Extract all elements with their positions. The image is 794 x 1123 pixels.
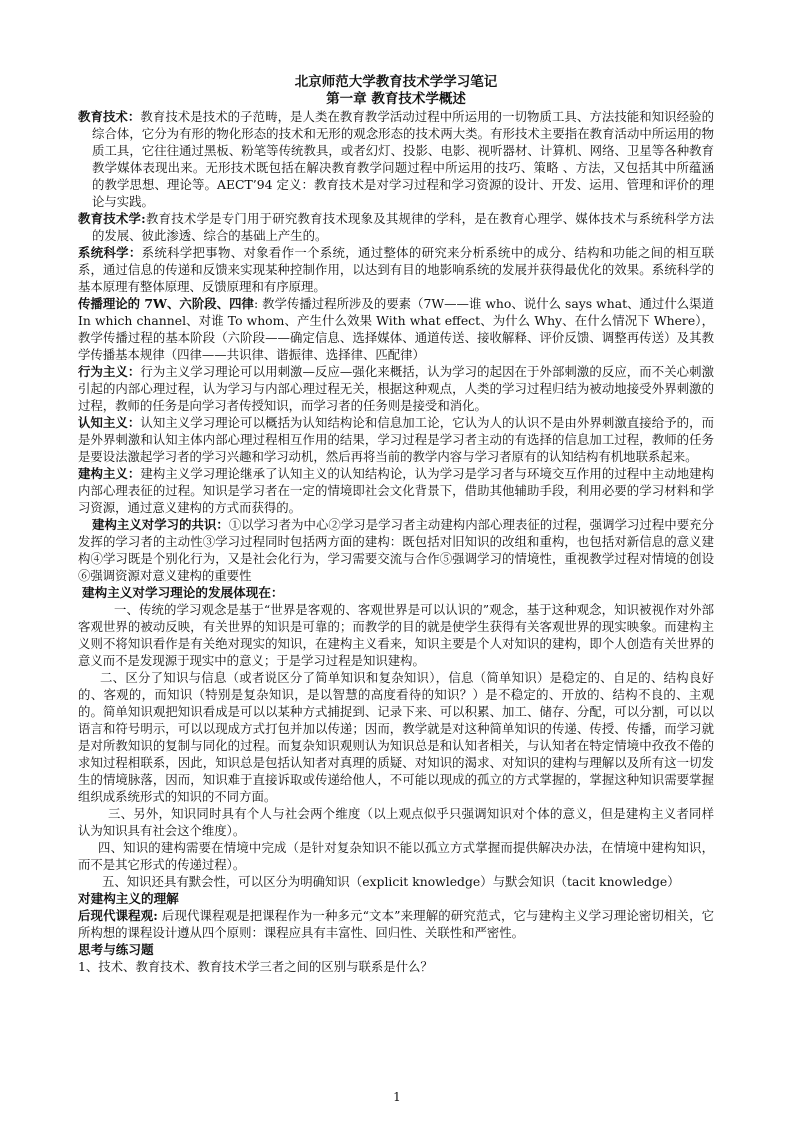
exercise-question-1: 1、技术、教育技术、教育技术学三者之间的区别与联系是什么？ — [78, 959, 433, 974]
definition-text: 教育技术学是专门用于研究教育技术现象及其规律的学科，是在教育心理学、媒体技术与系统科学方法的发展、彼此渗透、综合的基础上产生的。 — [92, 211, 714, 243]
term-label: 建构主义： — [78, 466, 141, 481]
term-label: 建构主义对学习的共识： — [92, 517, 229, 532]
term-label: 后现代课程观: — [78, 908, 158, 923]
definition-text: 后现代课程观是把课程作为一种多元“文本”来理解的研究范式，它与建构主义学习理论密切相关，它所构想的课程设计遵从四个原则：课程应具有丰富性、回归性、关联性和严密性。 — [78, 908, 715, 940]
definition-text: 系统科学把事物、对象看作一个系统，通过整体的研究来分析系统中的成分、结构和功能之间的相互联系，通过信息的传递和反馈来实现某种控制作用，以达到有目的地影响系统的发展并获得最优化的效果。系统科学的基本原理有整体原理、反馈原理和有序原理。 — [78, 245, 715, 294]
definition-behaviorism — [78, 363, 714, 414]
document-page — [78, 74, 714, 975]
definition-postmodern-curriculum — [78, 907, 714, 941]
development-point-4: 四、知识的建构需要在情境中完成（是针对复杂知识不能以孤立方式掌握而提供解决办法，在情境中建构知识，而不是其它形式的传递过程）。 — [78, 840, 714, 872]
definition-cognitivism — [78, 414, 714, 465]
definition-text: : 教学传播过程所涉及的要素（7W——谁 who、说什么 says what、通过什么渠道 In which channel、对谁 To whom、产生什么效果 With what effect、为什么 Why、在什么情况下 Where），教学传播过程的基本阶段（六阶段——确定信息、选择媒体、通道传送、接收解释、评价反馈、调整再传送）及其教学传播基本规律（四律——共识律、谐振律、选择律、匹配律） — [78, 296, 714, 362]
section-heading-development: 建构主义对学习理论的发展体现在： — [82, 585, 284, 600]
definition-text: 建构主义学习理论继承了认知主义的认知结构论，认为学习是学习者与环境交互作用的过程中主动地建构内部心理表征的过程。知识是学习者在一定的情境即社会文化背景下，借助其他辅助手段，利用必要的学习材料和学习资源，通过意义建构的方式而获得的。 — [78, 466, 715, 515]
definition-constructivism — [78, 465, 714, 516]
term-label: 认知主义： — [78, 415, 141, 430]
term-label: 教育技术： — [78, 109, 141, 124]
development-point-3: 三、另外，知识同时具有个人与社会两个维度（以上观点似乎只强调知识对个体的意义，但是建构主义者同样认为知识具有社会这个维度）。 — [78, 806, 714, 838]
definition-text: 教育技术是技术的子范畴，是人类在教育教学活动过程中所运用的一切物质工具、方法技能和知识经验的综合体，它分为有形的物化形态的技术和无形的观念形态的技术两大类。有形技术主要指在教育活动中所运用的物质工具，它往往通过黑板、粉笔等传统教具，或者幻灯、投影、电影、视听器材、计算机、网络、卫星等各种教育教学媒体表现出来。无形技术既包括在解决教育教学问题过程中所运用的技巧、策略 、方法，又包括其中所蕴涵的教学思想、理论等。AECT’94 定义：教育技术是对学习过程和学习资源的设计、开发、运用、管理和评价的理论与实践。 — [92, 109, 715, 209]
term-label: 行为主义： — [78, 364, 141, 379]
development-point-2: 二、区分了知识与信息（或者说区分了简单知识和复杂知识），信息（简单知识）是稳定的、自足的、结构良好的、客观的，而知识（特别是复杂知识，是以智慧的高度看待的知识？）是不稳定的、开放的、结构不良的、主观的。简单知识观把知识看成是可以以某种方式捕捉到、记录下来、可以积累、加工、储存、分配，可以分割，可以以语言和符号明示，可以以现成方式打包并加以传递；因而，教学就是对这种简单知识的传递、传授、传播，而学习就是对所教知识的复制与同化的过程。而复杂知识观则认为知识总是和认知者相关，与认知者在特定情境中孜孜不倦的求知过程相联系，因此，知识总是包括认知者对真理的质疑、对知识的渴求、对知识的建构与理解以及所有这一切发生的情境脉落，因而，知识难于直接诉取或传递给他人，不可能以现成的孤立的方式掌握的，掌握这种知识需要掌握组织成系统形式的知识的不同方面。 — [78, 670, 714, 804]
definition-text: 认知主义学习理论可以概括为认知结构论和信息加工论，它认为人的认识不是由外界刺激直接给予的，而是外界刺激和认知主体内部心理过程相互作用的结果，学习过程是学习者主动的有选择的信息加工过程，教师的任务是要设法激起学习者的学习兴趣和学习动机，然后再将当前的教学内容与学习者原有的认知结构有机地联系起来。 — [78, 415, 715, 464]
definition-educational-technology-discipline — [78, 210, 714, 244]
term-label: 教育技术学: — [78, 211, 146, 226]
document-title: 北京师范大学教育技术学学习笔记 — [294, 74, 498, 90]
definition-text: 行为主义学习理论可以用刺激—反应—强化来概括，认为学习的起因在于外部刺激的反应，而不关心刺激引起的内部心理过程，认为学习与内部心理过程无关，根据这种观点，人类的学习过程归结为被动地接受外界刺激的过程，教师的任务是向学习者传授知识，而学习者的任务则是接受和消化。 — [78, 364, 715, 413]
development-point-5: 五、知识还具有默会性，可以区分为明确知识（explicit knowledge）与默会知识（tacit knowledge） — [102, 874, 680, 889]
definition-systems-science — [78, 244, 714, 295]
definition-communication-theory — [78, 295, 714, 363]
definition-educational-technology — [78, 108, 714, 210]
constructivism-consensus — [78, 516, 714, 584]
consensus-text: ①以学习者为中心②学习是学习者主动建构内部心理表征的过程，强调学习过程中要充分发挥的学习者的主动性③学习过程同时包括两方面的建构：既包括对旧知识的改组和重构，也包括对新信息的意义建构④学习既是个别化行为，又是社会化行为，学习需要交流与合作⑤强调学习的情境性，重视教学过程对情境的创设⑥强调资源对意义建构的重要性 — [78, 517, 715, 583]
section-heading-understanding: 对建构主义的理解 — [78, 891, 179, 906]
page-number: 1 — [393, 1090, 401, 1104]
chapter-title: 第一章 教育技术学概述 — [326, 91, 466, 107]
term-label: 传播理论的 7W、六阶段、四律 — [78, 296, 254, 311]
section-heading-exercises: 思考与练习题 — [78, 942, 154, 957]
term-label: 系统科学： — [78, 245, 142, 260]
development-point-1: 一、传统的学习观念是基于“世界是客观的、客观世界是可以认识的”观念，基于这种观念，知识被视作对外部客观世界的被动反映，有关世界的知识是可靠的；而教学的目的就是使学生获得有关客观世界的现实映象。而建构主义则不将知识看作是有关绝对现实的知识，在建构主义看来，知识主要是个人对知识的建构，即个人创造有关世界的意义而不是发现源于现实中的意义；于是学习过程是知识建构。 — [78, 602, 714, 668]
